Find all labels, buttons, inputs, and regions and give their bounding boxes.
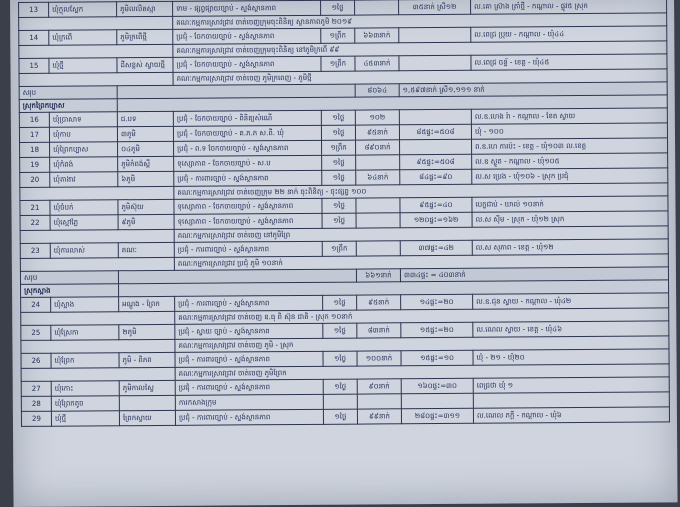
duration-cell: ១ព្រឹក — [321, 28, 355, 43]
activity-cell: ទាម - ផ្សព្វផ្សាយច្បាប់ - ស្ទង់ស្ថានភាព — [173, 0, 321, 16]
note-spacer — [19, 44, 173, 58]
notes-cell: ល.ណេល ភក្តី - កណ្ដាល - ឃុំ៦ — [473, 407, 669, 423]
village-cell: ព្រែកស្វាយ — [119, 410, 175, 425]
attendance-cell: ៩០នាក់ — [357, 379, 401, 394]
commune-cell: ឃុំតាងាវ — [50, 172, 118, 187]
row-number: 13 — [19, 2, 49, 17]
village-cell: ភូមិក្រពើថ្មី — [117, 29, 173, 44]
notes-cell: ល.ឧ.ហេង រ៉ា - កណ្ដាល - ខែត ស្វាយ — [471, 108, 667, 124]
activity-cell: ការកសាងក្រុម — [175, 394, 323, 410]
activity-cell: ប្រជុំ - ការពារច្បាប់ - ស្ទង់ស្ថានភាព — [175, 351, 323, 367]
notes-cell — [473, 392, 669, 408]
participants-cell — [401, 393, 473, 409]
village-cell: ភូមិកំពង់ស្ពឺ — [118, 156, 174, 171]
notes-cell: ល.ណេល ស្វាយ - ខេត្ត - ឃុំ៤៦ — [473, 321, 669, 337]
commune-cell: ឃុំព្រែក — [51, 353, 119, 368]
notes-cell: ល.ស សុភាព - ខេត្ត - ឃុំ១២ — [472, 239, 668, 255]
section-title: ស្រុកស្អាង — [21, 284, 119, 298]
section-title: ស្រុកព្រៃកប្បាស — [19, 99, 117, 113]
activity-cell: ទុស្សោភាព - ចែកចាយច្បាប់ - ស្ទង់ស្ថានភាព — [174, 213, 322, 229]
note-spacer — [21, 367, 175, 381]
note-cell: គណៈកម្មការស្រាវជ្រាវ ចាត់ចេញ ភូមិ - ស្រុក — [175, 336, 669, 352]
row-number: 18 — [20, 142, 50, 157]
row-number: 15 — [19, 58, 49, 73]
commune-cell: ឃុំក្ដុលស្លែក — [49, 2, 117, 17]
attendance-cell: ៦៦៣នាក់ — [355, 28, 399, 43]
attendance-cell: ៩៥នាក់ — [357, 295, 401, 310]
participants-cell: ១៤ផ្ទះ=២០ — [401, 294, 473, 310]
participants-cell: ១៥ផ្ទះ=២០ — [401, 322, 473, 338]
village-cell: ៦ភូមិ — [118, 171, 174, 186]
summary-grand: ១,៥៩៧នាក់ ស្រី១,១១១ នាក់ — [399, 82, 667, 97]
notes-cell: ល.គោ ស្រ៊ាង ត្រាំថ្មី - កណ្ដាល - ផ្លូវ៥ ស្រុក — [471, 0, 667, 14]
participants-cell: ១៦០ផ្ទះ=៣០ — [401, 378, 473, 394]
attendance-cell: ៩៥នាក់ — [355, 125, 399, 140]
attendance-cell: ៩៩នាក់ — [357, 409, 401, 424]
duration-cell: ១ព្រឹក — [322, 241, 356, 256]
row-number: 26 — [21, 353, 51, 368]
summary-grand: ៣៣៤ផ្ទះ = ៤០៣នាក់ — [400, 267, 668, 282]
row-number: 27 — [21, 381, 51, 396]
activity-cell: ទុស្សោភាព - ចែកចាយច្បាប់ - ស.ប — [174, 155, 322, 171]
commune-cell: ឃុំថ្មី — [51, 411, 119, 426]
note-cell: គណៈកម្មការស្រាវជ្រាវ ចាត់ចេញ នៅភូមិព្រៃ — [174, 226, 668, 242]
notes-cell: ល.ឧ.ជុន ស្វាយ - កណ្ដាល - ឃុំ៤២ — [473, 293, 669, 309]
commune-cell: ឃុំកោះ — [51, 381, 119, 396]
duration-cell: ១ថ្ងៃ — [322, 198, 356, 213]
commune-cell: ឃុំថ្មី — [49, 58, 117, 73]
row-number: 23 — [20, 243, 50, 258]
attendance-cell: ៦៤នាក់ — [356, 170, 400, 185]
notes-cell: ឃុំ - ២១ - ឃុំ២០ — [473, 349, 669, 365]
participants-cell: ២៨០ផ្ទះ=៣១១ — [401, 408, 473, 424]
participants-cell: ៣៥នាក់ ស្រី១២ — [399, 0, 471, 15]
duration-cell: ១ថ្ងៃ — [323, 295, 357, 310]
duration-cell — [323, 394, 357, 409]
attendance-cell — [356, 155, 400, 170]
notes-cell: បេក្ខជាប់ - ឃាល់ ១០នាក់ — [472, 196, 668, 212]
village-cell: ដីសខ្ពស់ ស្វាយថ្មី — [117, 57, 173, 72]
note-spacer — [19, 16, 173, 30]
report-table — [18, 0, 670, 427]
commune-cell: ឃុំស្អាង — [51, 297, 119, 312]
note-spacer — [20, 229, 174, 243]
participants-cell: ១៥ផ្ទះ=១០ — [401, 350, 473, 366]
village-cell: គណៈ — [118, 242, 174, 257]
activity-cell: ប្រជុំ - ចែកចាយច្បាប់ - ស្ទង់ស្ថានភាព — [173, 28, 321, 44]
activity-cell: ប្រជុំ - ចែកចាយច្បាប់ - ពិនិត្យសំណើ — [173, 110, 321, 126]
duration-cell: ១ថ្ងៃ — [322, 155, 356, 170]
commune-cell: ឃុំកាប — [49, 127, 117, 142]
village-cell: ភូមិកាលស្ទៃ — [119, 380, 175, 395]
participants-cell — [400, 139, 472, 155]
village-cell: ០៤ភូមិ — [118, 141, 174, 156]
note-cell: គណៈកម្មការស្រាវជ្រាវ ចាត់ចេញក្រុមចុះពិនិត្យ ស្ថានភាពភូមិ ២០១៩ — [173, 13, 667, 29]
attendance-cell: ៤៥៣នាក់ — [355, 56, 399, 71]
commune-cell: ឃុំចំបក់ — [50, 200, 118, 215]
note-cell: គណៈកម្មការស្រាវជ្រាវ ប្រជុំ ភូមិ ១០នាក់ — [174, 254, 668, 270]
attendance-cell: ៨៩០នាក់ — [356, 140, 400, 155]
participants-cell: ៨៥ផ្ទះ=៥០៨ — [399, 124, 471, 140]
notes-cell: ល.ស ប្រេង - ឃុំ១០៦ - ស្រុក ប្រជុំ — [472, 168, 668, 184]
notes-cell: ល.ស ស៊ីម - ស្រុក - ឃុំ១២ ស្រុក — [472, 211, 668, 227]
activity-cell: ប្រជុំ - ការពារច្បាប់ - ស្ទង់ស្ថានភាព — [174, 241, 322, 257]
row-number: 22 — [20, 215, 50, 230]
document-page — [10, 0, 678, 507]
attendance-cell — [356, 198, 400, 213]
activity-cell: ប្រជុំ - ការពារច្បាប់ - ស្ទង់ស្ថានភាព — [174, 170, 322, 186]
attendance-cell — [357, 394, 401, 409]
notes-cell: ល.ពេជ្រ ប្រុយ - កណ្ដាល - ឃុំ៤៤ — [471, 26, 667, 42]
commune-cell: ឃុំក្រពើ — [49, 30, 117, 45]
note-cell: គណៈកម្មការស្រាវជ្រាវ ចាត់ចេញ ឧ.ធុ ពិ ស៊ុន ជាតិ - ស្រុក ១០នាក់ — [175, 308, 669, 324]
village-cell: ៩ភូមិ — [118, 214, 174, 229]
row-number: 28 — [21, 396, 51, 411]
summary-total: ៨០៦៤ — [355, 84, 399, 97]
attendance-cell — [355, 0, 399, 15]
note-spacer — [21, 339, 175, 353]
row-number: 20 — [20, 172, 50, 187]
row-number: 24 — [21, 297, 51, 312]
note-spacer — [20, 186, 174, 200]
village-cell: ភូមិលលិតស្មា — [117, 1, 173, 16]
duration-cell: ១ថ្ងៃ — [321, 0, 355, 15]
village-cell: អណ្ដូង - ព្រែក — [119, 296, 175, 311]
notes-cell: ពេជ្រថា ឃុំ ១ — [473, 377, 669, 393]
notes-cell: ល.ឧ ស្ងួត - កណ្ដាល - ឃុំ១០៥ — [472, 153, 668, 169]
summary-label: សរុប — [20, 271, 118, 285]
participants-cell — [399, 55, 471, 71]
row-number: 25 — [21, 325, 51, 340]
activity-cell: ទុស្សោភាព - ចែកចាយច្បាប់ - ស្ទង់ស្ថានភាព — [174, 198, 322, 214]
attendance-cell: ៨៣នាក់ — [357, 323, 401, 338]
duration-cell: ១ថ្ងៃ — [321, 110, 355, 125]
summary-label: សរុប — [19, 86, 117, 100]
note-cell: គណៈកម្មការស្រាវជ្រាវ ចាត់ចេញ ភូមិក្រពេញ - ភូមិថ្មី — [173, 69, 667, 85]
table-row — [21, 407, 669, 427]
village-cell: ៣ភូមិ — [117, 126, 173, 141]
village-cell — [119, 395, 175, 410]
row-number: 21 — [20, 200, 50, 215]
row-number: 29 — [21, 411, 51, 426]
duration-cell: ១ព្រឹក — [322, 140, 356, 155]
activity-cell: ប្រជុំ - ការពារច្បាប់ - ស្ទង់ស្ថានភាព — [175, 295, 323, 311]
duration-cell: ១ថ្ងៃ — [322, 170, 356, 185]
village-cell: ភូមិ - ពិភព — [119, 352, 175, 367]
activity-cell: ប្រជុំ - ព.ទ ចែកចាយច្បាប់ - ស្ទង់ស្ថានភាព — [174, 140, 322, 156]
attendance-cell — [356, 213, 400, 228]
row-number: 19 — [20, 157, 50, 172]
participants-cell: ៩៥ផ្ទះ=៥០៨ — [400, 154, 472, 170]
commune-cell: ឃុំព្រៃកប្បាស — [50, 142, 118, 157]
duration-cell: ១ថ្ងៃ — [323, 351, 357, 366]
row-number: 16 — [19, 112, 49, 127]
note-cell: គណៈកម្មការស្រាវជ្រាវ ចាត់ចេញក្រុមចុះពិនិត្យ នៅភូមិក្រពើ ៩៩ — [173, 41, 667, 57]
commune-cell: ឃុំកំពង់ — [50, 157, 118, 172]
duration-cell: ១ថ្ងៃ — [323, 409, 357, 424]
activity-cell: ប្រជុំ - ការពារច្បាប់ - ស្ទង់ស្ថានភាព — [175, 379, 323, 395]
participants-cell — [399, 27, 471, 43]
commune-cell: ឃុំប្រាសាទ — [49, 112, 117, 127]
commune-cell: ឃុំព្រែកតូច — [51, 396, 119, 411]
notes-cell: ល.ពេជ្រ ចន្ទ័ - ខេត្ត - ឃុំ៤៥ — [471, 54, 667, 70]
participants-cell: ១២០ផ្ទះ=១៦២ — [400, 212, 472, 228]
participants-cell — [399, 109, 471, 125]
participants-cell: ៣៧ផ្ទះ=៤២ — [400, 240, 472, 256]
attendance-cell: ១០០នាក់ — [357, 351, 401, 366]
note-cell: គណៈកម្មការស្រាវជ្រាវ ចាត់ចេញក្រុម ២២ នាក់ ចុះពិនិត្យ - ចុះផ្សព្វ ១០០ — [174, 183, 668, 199]
commune-cell: ឃុំស្មៅភ្លៃ — [50, 215, 118, 230]
village-cell: ភូមិស៊ុយ — [118, 199, 174, 214]
duration-cell: ១ថ្ងៃ — [323, 379, 357, 394]
participants-cell: ៨៤ផ្ទះ=៩០ — [400, 169, 472, 185]
note-spacer — [20, 257, 174, 271]
activity-cell: ប្រជុំ - ការពារច្បាប់ - ស្ទង់ស្ថានភាព — [175, 409, 323, 425]
participants-cell: ៩៥ផ្ទះ=៤០ — [400, 197, 472, 213]
notes-cell: ព.ឧ.ហេ ការប៉ះ - ខេត្ត - ឃុំ១០៣ ល.ខេត្ត — [472, 138, 668, 154]
activity-cell: ប្រជុំ - ចែកចាយច្បាប់ - ស្ទង់ស្ថានភាព — [173, 56, 321, 72]
note-spacer — [19, 72, 173, 86]
commune-cell: ឃុំការលាស់ — [50, 243, 118, 258]
commune-cell: ឃុំស្រែកា — [51, 325, 119, 340]
note-spacer — [21, 311, 175, 325]
village-cell: ២ភូមិ — [119, 324, 175, 339]
attendance-cell — [356, 241, 400, 256]
note-cell: គណៈកម្មការស្រាវជ្រាវ ចាត់ចេញ ភូមិព្រែក — [175, 364, 669, 380]
row-number: 17 — [19, 127, 49, 142]
duration-cell: ១ព្រឹក — [321, 56, 355, 71]
duration-cell: ១ថ្ងៃ — [322, 213, 356, 228]
activity-cell: ប្រជុំ - ស្វាយ ច្បាប់ - ស្ទង់ស្ថានភាព — [175, 323, 323, 339]
row-number: 14 — [19, 30, 49, 45]
duration-cell: ១ថ្ងៃ — [323, 323, 357, 338]
village-cell: ជ.បទ — [117, 111, 173, 126]
activity-cell: ប្រជុំ - ចែកចាយច្បាប់ - គ.ភ.ភ ស.ពី. ឃុំ — [173, 125, 321, 141]
duration-cell: ១ថ្ងៃ — [321, 125, 355, 140]
attendance-cell: ១០២ — [355, 110, 399, 125]
notes-cell: ឃុំ - ១០០ — [471, 123, 667, 139]
summary-total: ៦៦១នាក់ — [356, 269, 400, 282]
